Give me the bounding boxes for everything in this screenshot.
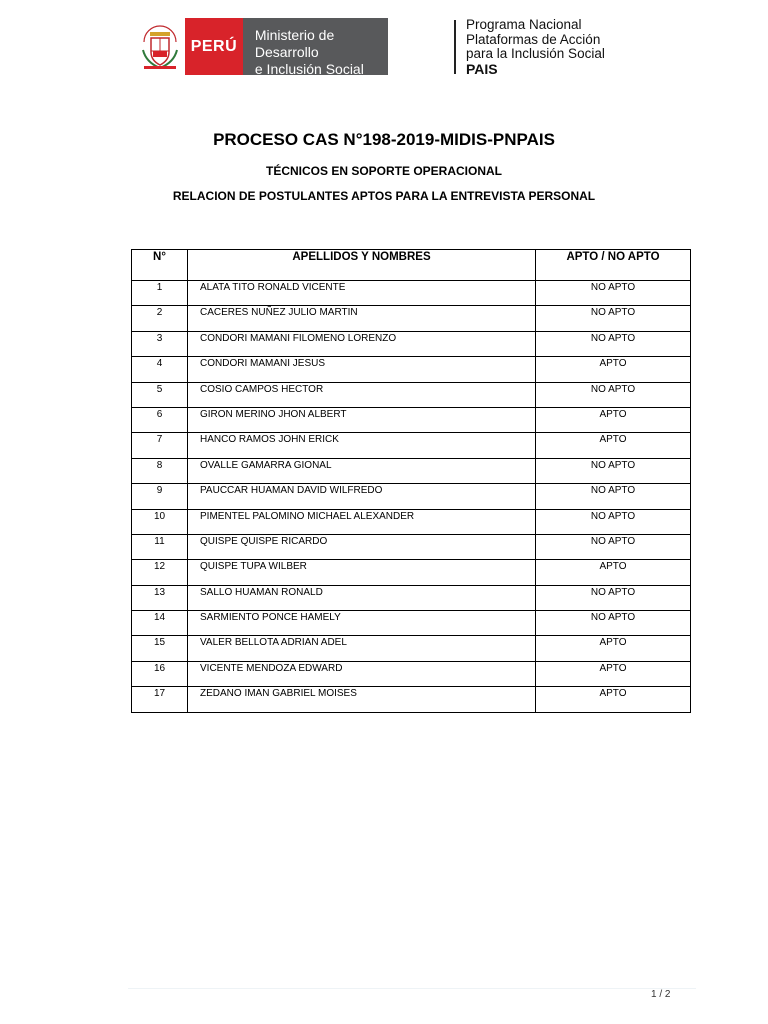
- table-row: [132, 281, 691, 306]
- row-number: 6: [132, 407, 188, 432]
- row-status: APTO: [536, 636, 691, 661]
- row-name: PIMENTEL PALOMINO MICHAEL ALEXANDER: [188, 509, 536, 534]
- table-row: [132, 585, 691, 610]
- table-row: [132, 611, 691, 636]
- row-status: NO APTO: [536, 585, 691, 610]
- row-name: OVALLE GAMARRA GIONAL: [188, 458, 536, 483]
- row-status: NO APTO: [536, 484, 691, 509]
- table-row: [132, 306, 691, 331]
- row-number: 14: [132, 611, 188, 636]
- row-number: 9: [132, 484, 188, 509]
- header-names: APELLIDOS Y NOMBRES: [188, 250, 536, 281]
- row-name: SALLO HUAMAN RONALD: [188, 585, 536, 610]
- row-name: CONDORI MAMANI FILOMENO LORENZO: [188, 331, 536, 356]
- row-number: 7: [132, 433, 188, 458]
- table-row: [132, 661, 691, 686]
- table-row: [132, 687, 691, 712]
- row-number: 12: [132, 560, 188, 585]
- table-row: [132, 331, 691, 356]
- program-line-2: Plataformas de Acción: [466, 31, 601, 47]
- row-name: ALATA TITO RONALD VICENTE: [188, 281, 536, 306]
- row-number: 2: [132, 306, 188, 331]
- footer-divider: [128, 988, 696, 989]
- row-number: 4: [132, 357, 188, 382]
- table-row: [132, 484, 691, 509]
- logo-separator: [454, 20, 456, 74]
- row-number: 11: [132, 534, 188, 559]
- table-row: [132, 509, 691, 534]
- row-number: 3: [132, 331, 188, 356]
- row-status: APTO: [536, 357, 691, 382]
- row-name: QUISPE TUPA WILBER: [188, 560, 536, 585]
- table-header-row: [132, 250, 691, 281]
- row-name: VICENTE MENDOZA EDWARD: [188, 661, 536, 686]
- row-name: PAUCCAR HUAMAN DAVID WILFREDO: [188, 484, 536, 509]
- coat-of-arms-icon: [138, 20, 182, 72]
- row-status: APTO: [536, 560, 691, 585]
- table-row: [132, 560, 691, 585]
- row-status: APTO: [536, 687, 691, 712]
- row-status: NO APTO: [536, 382, 691, 407]
- peru-label: PERÚ: [185, 18, 243, 75]
- header-status: APTO / NO APTO: [536, 250, 691, 281]
- program-line-1: Programa Nacional: [466, 17, 582, 32]
- program-line-4: PAIS: [466, 60, 498, 77]
- program-name: [466, 18, 605, 76]
- table-row: [132, 382, 691, 407]
- row-name: ZEDANO IMAN GABRIEL MOISES: [188, 687, 536, 712]
- page-title: PROCESO CAS N°198-2019-MIDIS-PNPAIS: [213, 130, 555, 149]
- table-row: [132, 534, 691, 559]
- subtitle-list: RELACION DE POSTULANTES APTOS PARA LA ENTREVISTA PERSONAL: [172, 189, 596, 203]
- page-number: 1 / 2: [651, 989, 671, 1000]
- table-row: [132, 433, 691, 458]
- table-row: [132, 357, 691, 382]
- row-number: 17: [132, 687, 188, 712]
- program-line-3: para la Inclusión Social: [466, 46, 605, 61]
- row-name: CONDORI MAMANI JESUS: [188, 357, 536, 382]
- subtitle-position: TÉCNICOS EN SOPORTE OPERACIONAL: [265, 164, 503, 178]
- ministry-name: [243, 18, 388, 75]
- ministry-line-1: Ministerio de Desarrollo: [254, 27, 335, 60]
- table-row: [132, 458, 691, 483]
- row-number: 5: [132, 382, 188, 407]
- table-row: [132, 636, 691, 661]
- applicants-table: [131, 249, 691, 713]
- row-status: APTO: [536, 407, 691, 432]
- row-name: GIRON MERINO JHON ALBERT: [188, 407, 536, 432]
- ministry-line-2: e Inclusión Social: [254, 61, 364, 77]
- header-number: N°: [132, 250, 188, 281]
- row-status: NO APTO: [536, 331, 691, 356]
- row-status: APTO: [536, 661, 691, 686]
- peru-ministry-logo: [185, 18, 388, 75]
- row-status: NO APTO: [536, 306, 691, 331]
- table-row: [132, 407, 691, 432]
- row-number: 13: [132, 585, 188, 610]
- row-number: 16: [132, 661, 188, 686]
- row-number: 1: [132, 281, 188, 306]
- row-number: 10: [132, 509, 188, 534]
- row-name: QUISPE QUISPE RICARDO: [188, 534, 536, 559]
- row-number: 8: [132, 458, 188, 483]
- row-status: NO APTO: [536, 458, 691, 483]
- row-status: APTO: [536, 433, 691, 458]
- row-name: COSIO CAMPOS HECTOR: [188, 382, 536, 407]
- row-number: 15: [132, 636, 188, 661]
- row-name: CACERES NUÑEZ JULIO MARTIN: [188, 306, 536, 331]
- row-name: SARMIENTO PONCE HAMELY: [188, 611, 536, 636]
- row-name: HANCO RAMOS JOHN ERICK: [188, 433, 536, 458]
- document-header: [138, 18, 618, 76]
- row-status: NO APTO: [536, 534, 691, 559]
- row-status: NO APTO: [536, 509, 691, 534]
- row-name: VALER BELLOTA ADRIAN ADEL: [188, 636, 536, 661]
- row-status: NO APTO: [536, 611, 691, 636]
- row-status: NO APTO: [536, 281, 691, 306]
